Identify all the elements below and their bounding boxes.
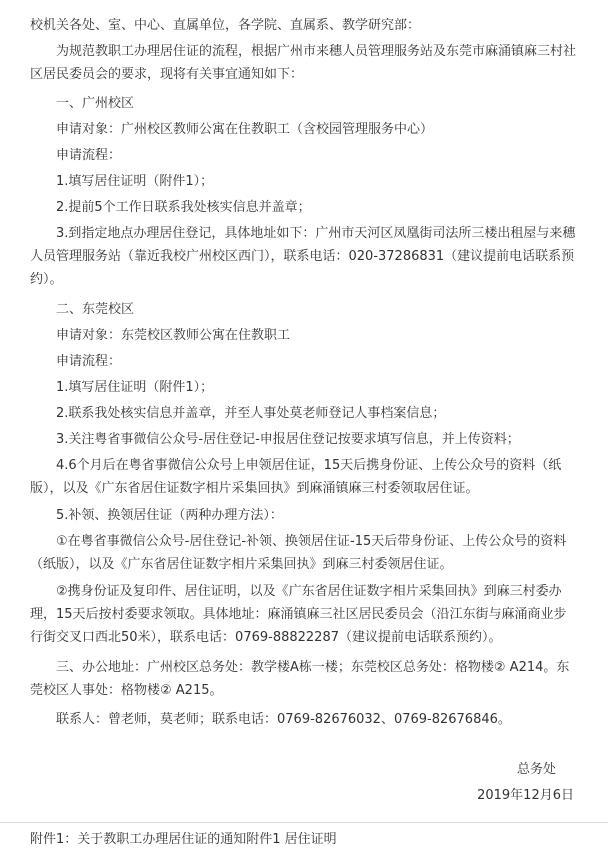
- divider: [0, 822, 608, 823]
- section-guangzhou-heading: 一、广州校区: [56, 96, 135, 111]
- intro-paragraph: 为规范教职工办理居住证的流程，根据广州市来穗人员管理服务站及东莞市麻涌镇麻三村社区居民委员会的要求，现将有关事宜通知如下：: [30, 44, 577, 82]
- dongguan-step: 2.联系我处核实信息并盖章，并至人事处莫老师登记人事档案信息；: [56, 406, 446, 421]
- date: 2019年12月6日: [477, 788, 574, 803]
- contact-info: 联系人：曾老师，莫老师；联系电话：0769-82676032、0769-82676846。: [56, 712, 511, 727]
- dongguan-step: 1.填写居住证明（附件1）；: [56, 380, 214, 395]
- salutation: 校机关各处、室、中心、直属单位，各学院、直属系、教学研究部：: [30, 18, 421, 33]
- guangzhou-step: 1.填写居住证明（附件1）；: [56, 174, 214, 189]
- dongguan-step: 3.关注粤省事微信公众号-居住登记-申报居住登记按要求填写信息，并上传资料；: [56, 432, 520, 447]
- guangzhou-step: 2.提前5个工作日联系我处核实信息并盖章；: [56, 200, 311, 215]
- dongguan-target: 申请对象：东莞校区教师公寓在住教职工: [56, 328, 291, 343]
- guangzhou-target: 申请对象：广州校区教师公寓在住教职工（含校园管理服务中心）: [56, 122, 434, 137]
- guangzhou-step: 3.到指定地点办理居住登记，具体地址如下：广州市天河区凤凰街司法所三楼出租屋与来穗人员管理服务站（靠近我校广州校区西门），联系电话：020-37286831（建议提前电话联系预约）。: [30, 226, 576, 287]
- dongguan-step: 5.补领、换领居住证（两种办理方法）：: [56, 508, 283, 523]
- dongguan-method-two: ②携身份证及复印件、居住证明，以及《广东省居住证数字相片采集回执》到麻三村委办理，15天后按村委要求领取。具体地址：麻涌镇麻三社区居民委员会（沿江东街与麻涌商业步行街交叉口西北50米），联系电话：0769-88822287（建议提前电话联系预约）。: [30, 584, 567, 645]
- office-address: 三、办公地址：广州校区总务处：教学楼A栋一楼；东莞校区总务处：格物楼② A214。东莞校区人事处：格物楼② A215。: [30, 660, 570, 698]
- attachment-link[interactable]: 附件1：关于教职工办理居住证的通知附件1 居住证明: [30, 832, 337, 847]
- guangzhou-process-label: 申请流程：: [56, 148, 122, 163]
- dongguan-step: 4.6个月后在粤省事微信公众号上申领居住证，15天后携身份证、上传公众号的资料（纸版），以及《广东省居住证数字相片采集回执》到麻涌镇麻三村委领取居住证。: [30, 458, 562, 496]
- dongguan-method-one: ①在粤省事微信公众号-居住登记-补领、换领居住证-15天后带身份证、上传公众号的资料（纸版），以及《广东省居住证数字相片采集回执》到麻三村委领居住证。: [30, 534, 567, 572]
- dongguan-process-label: 申请流程：: [56, 354, 122, 369]
- signer: 总务处: [516, 762, 556, 777]
- section-dongguan-heading: 二、东莞校区: [56, 302, 135, 317]
